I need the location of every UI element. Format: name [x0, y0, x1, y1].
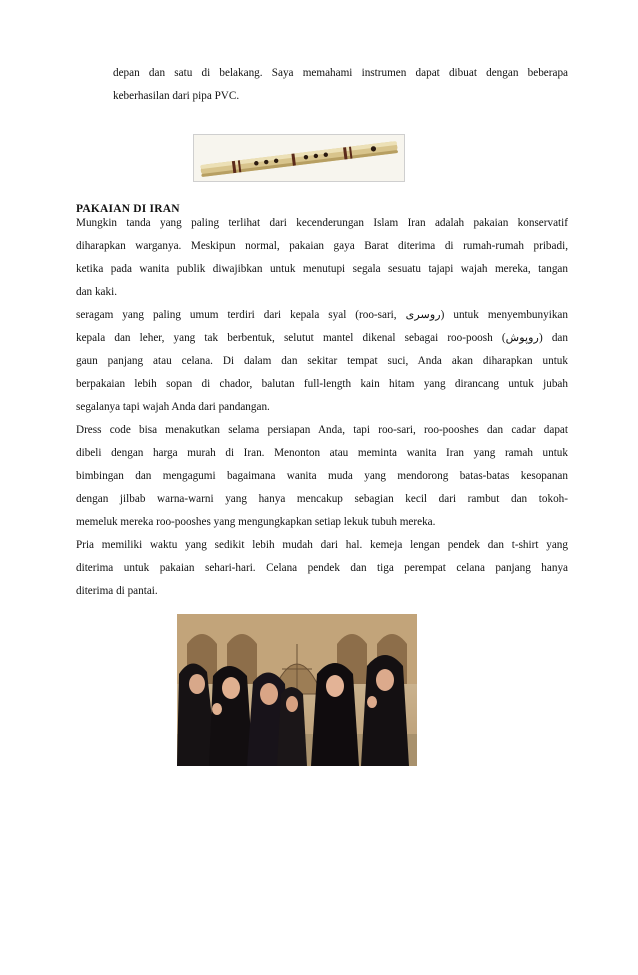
intro-line-1: depan dan satu di belakang. Saya memahami instrumen dapat dibuat dengan beberapa	[113, 67, 568, 79]
body-line: diterima untuk pakaian sehari-hari. Celana pendek dan tiga perempat celana panjang hanya	[76, 562, 568, 574]
body-line: dengan jilbab warna-warni yang hanya mencakup sebagian kecil dari rambut dan tokoh-	[76, 493, 568, 505]
body-line: dan kaki.	[76, 286, 118, 298]
women-in-chador-illustration	[177, 614, 417, 766]
body-line: kepala dan leher, yang tak berbentuk, selutut mantel dikenal sebagai roo-poosh (روپوش) dan	[76, 332, 568, 344]
body-line: gaun panjang atau celana. Di dalam dan sekitar tempat suci, Anda akan diharapkan untuk	[76, 355, 568, 367]
intro-paragraph	[113, 62, 568, 108]
body-line: dibeli dengan harga murah di Iran. Menonton atau meminta wanita Iran yang ramah untuk	[76, 447, 568, 459]
body-line: ketika pada wanita publik diwajibkan untuk menutupi segala sesuatu tajapi wajah mereka, tangan	[76, 263, 568, 275]
body-line: Dress code bisa menakutkan selama persiapan Anda, tapi roo-sari, roo-pooshes dan cadar dapat	[76, 424, 568, 436]
body-line: berpakaian lebih sopan di chador, balutan full-length kain hitam yang dirancang untuk jubah	[76, 378, 568, 390]
body-line: diharapkan warganya. Meskipun normal, pakaian gaya Barat diterima di rumah-rumah pribadi,	[76, 240, 568, 252]
body-line: Mungkin tanda yang paling terlihat dari kecenderungan Islam Iran adalah pakaian konservatif	[76, 217, 568, 229]
body-line: seragam yang paling umum terdiri dari kepala syal (roo-sari, روسری) untuk menyembunyikan	[76, 309, 568, 321]
section-body	[76, 212, 568, 603]
flute-image	[193, 134, 405, 182]
body-line: memeluk mereka roo-pooshes yang mengungkapkan setiap lekuk tubuh mereka.	[76, 516, 436, 528]
section-title: PAKAIAN DI IRAN	[76, 203, 180, 215]
body-line: Pria memiliki waktu yang sedikit lebih mudah dari hal. kemeja lengan pendek dan t-shirt yang	[76, 539, 568, 551]
body-line: segalanya tapi wajah Anda dari pandangan.	[76, 401, 270, 413]
iranian-women-photo	[177, 614, 417, 766]
intro-line-2: keberhasilan dari pipa PVC.	[113, 90, 240, 102]
body-line: bimbingan dan mengagumi bagaimana wanita muda yang mendorong batas-batas kesopanan	[76, 470, 568, 482]
bamboo-flute-illustration	[194, 135, 404, 181]
body-line: diterima di pantai.	[76, 585, 158, 597]
